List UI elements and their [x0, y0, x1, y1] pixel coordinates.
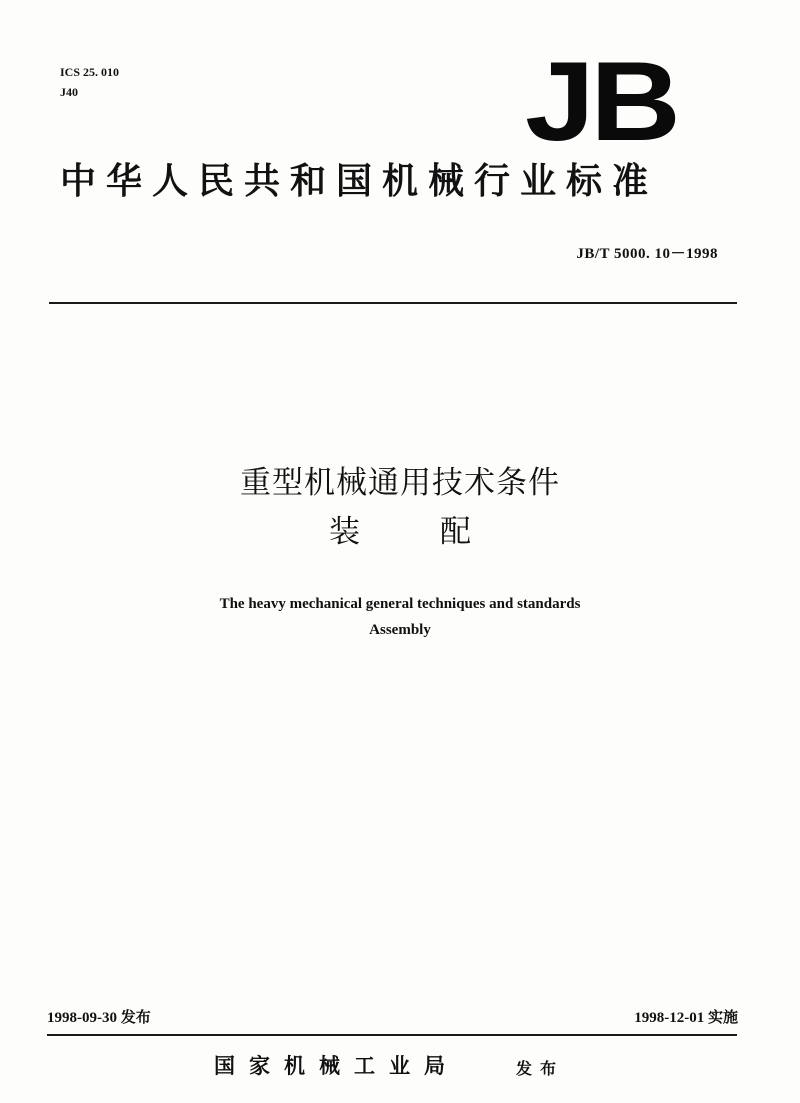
- publish-label: 发布: [516, 1059, 565, 1078]
- top-divider: [49, 302, 737, 304]
- english-main-title: The heavy mechanical general techniques and standards: [219, 596, 581, 612]
- bottom-divider: [47, 1034, 737, 1036]
- chinese-main-title: 重型机械通用技术条件: [240, 465, 560, 501]
- jb-logo: JB: [525, 39, 677, 164]
- issue-date: 1998-09-30 发布: [47, 1010, 151, 1026]
- standard-number: JB/T 5000. 10－1998: [576, 246, 718, 262]
- implementation-date: 1998-12-01 实施: [634, 1010, 738, 1026]
- ics-code: ICS 25. 010: [60, 65, 120, 79]
- class-code: J40: [60, 85, 78, 99]
- publisher: 国家机械工业局: [214, 1054, 459, 1078]
- chinese-subtitle: 装配: [329, 514, 551, 550]
- english-subtitle: Assembly: [369, 622, 431, 638]
- classification-codes: [60, 62, 119, 102]
- standard-title: 中华人民共和国机械行业标准: [60, 161, 659, 202]
